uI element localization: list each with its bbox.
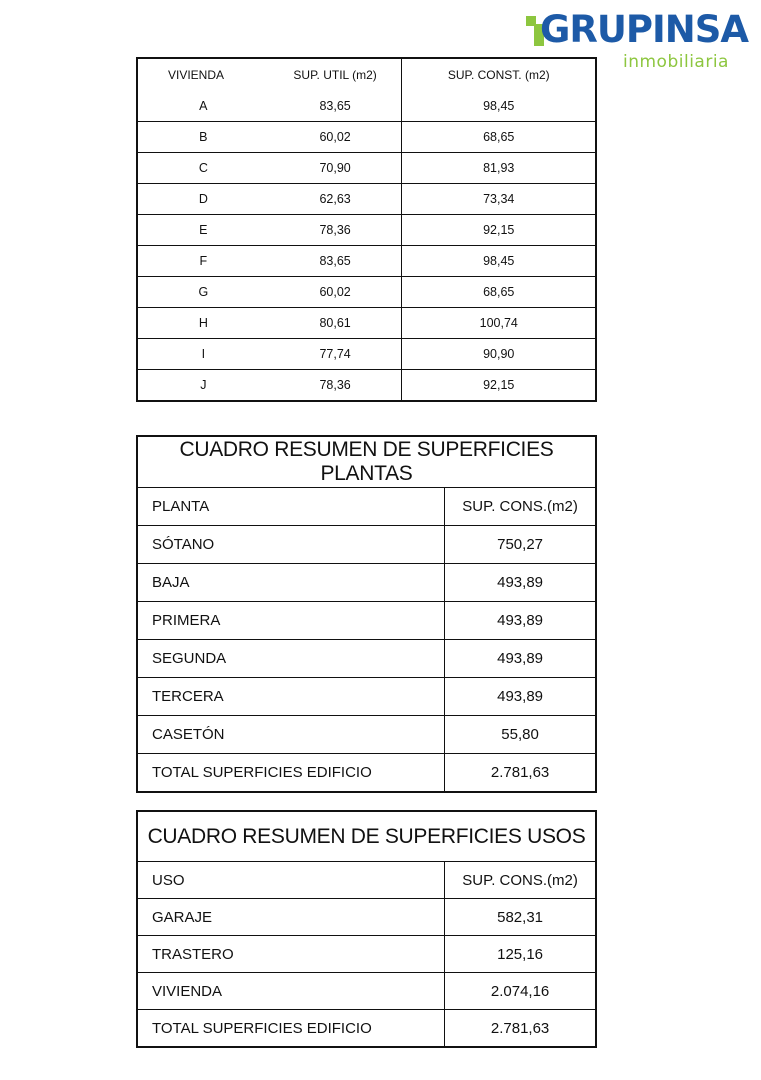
sup-const-value: 68,65 [402, 277, 596, 308]
column-header-sup-cons: SUP. CONS.(m2) [445, 488, 596, 526]
planta-name: BAJA [137, 564, 445, 602]
planta-name: PRIMERA [137, 602, 445, 640]
table-header-row [137, 862, 596, 899]
sup-cons-value: 493,89 [445, 678, 596, 716]
planta-name: TERCERA [137, 678, 445, 716]
uso-name: VIVIENDA [137, 973, 445, 1010]
sup-util-value: 60,02 [269, 277, 402, 308]
sup-util-value: 77,74 [269, 339, 402, 370]
uso-name: GARAJE [137, 899, 445, 936]
table-title-row [137, 436, 596, 488]
uso-name: TRASTERO [137, 936, 445, 973]
vivienda-letter: C [137, 153, 269, 184]
column-header-uso: USO [137, 862, 445, 899]
vivienda-surface-table [136, 57, 597, 402]
table-row [137, 370, 596, 402]
sup-util-value: 70,90 [269, 153, 402, 184]
table-row [137, 564, 596, 602]
column-header-sup-util: SUP. UTIL (m2) [269, 58, 402, 91]
sup-util-value: 62,63 [269, 184, 402, 215]
column-header-vivienda: VIVIENDA [168, 68, 225, 82]
sup-util-value: 60,02 [269, 122, 402, 153]
sup-const-value: 92,15 [402, 215, 596, 246]
sup-const-value: 98,45 [402, 91, 596, 122]
table-header-row [137, 58, 596, 91]
sup-cons-value: 493,89 [445, 564, 596, 602]
sup-cons-value: 493,89 [445, 602, 596, 640]
vivienda-letter: G [137, 277, 269, 308]
sup-const-value: 81,93 [402, 153, 596, 184]
column-header-planta: PLANTA [137, 488, 445, 526]
table-row [137, 602, 596, 640]
table-row [137, 308, 596, 339]
vivienda-letter: B [137, 122, 269, 153]
table-row [137, 716, 596, 754]
sup-const-value: 90,90 [402, 339, 596, 370]
vivienda-letter: H [137, 308, 269, 339]
plantas-summary-table [136, 435, 597, 793]
table-row [137, 91, 596, 122]
total-label: TOTAL SUPERFICIES EDIFICIO [137, 1010, 445, 1048]
total-value: 2.781,63 [445, 1010, 596, 1048]
table-row [137, 184, 596, 215]
sup-const-value: 73,34 [402, 184, 596, 215]
sup-util-value: 83,65 [269, 246, 402, 277]
sup-cons-value: 125,16 [445, 936, 596, 973]
vivienda-letter: E [137, 215, 269, 246]
sup-cons-value: 750,27 [445, 526, 596, 564]
planta-name: CASETÓN [137, 716, 445, 754]
table-row [137, 246, 596, 277]
sup-const-value: 98,45 [402, 246, 596, 277]
table-total-row [137, 754, 596, 793]
vivienda-letter: I [137, 339, 269, 370]
sup-cons-value: 582,31 [445, 899, 596, 936]
table-row [137, 936, 596, 973]
table-row [137, 339, 596, 370]
table-total-row [137, 1010, 596, 1048]
table-row [137, 526, 596, 564]
logo-sub-text: inmobiliaria [623, 52, 729, 72]
vivienda-letter: D [137, 184, 269, 215]
table-row [137, 640, 596, 678]
sup-const-value: 92,15 [483, 378, 515, 392]
vivienda-letter: J [200, 378, 207, 392]
table-row [137, 122, 596, 153]
table-row [137, 277, 596, 308]
sup-util-value: 80,61 [269, 308, 402, 339]
sup-util-value: 78,36 [269, 370, 402, 402]
table-row [137, 153, 596, 184]
table-title: CUADRO RESUMEN DE SUPERFICIES PLANTAS [137, 436, 596, 488]
planta-name: SÓTANO [137, 526, 445, 564]
sup-util-value: 83,65 [269, 91, 402, 122]
table-row [137, 899, 596, 936]
sup-const-value: 100,74 [402, 308, 596, 339]
logo-brand-text: GRUPINSA [540, 8, 749, 51]
column-header-sup-cons: SUP. CONS.(m2) [445, 862, 596, 899]
table-row [137, 973, 596, 1010]
sup-cons-value: 55,80 [445, 716, 596, 754]
usos-summary-table [136, 810, 597, 1048]
vivienda-letter: F [137, 246, 269, 277]
column-header-sup-const: SUP. CONST. (m2) [447, 68, 550, 82]
table-title: CUADRO RESUMEN DE SUPERFICIES USOS [137, 811, 596, 862]
table-title-row [137, 811, 596, 862]
total-value: 2.781,63 [445, 754, 596, 793]
planta-name: SEGUNDA [137, 640, 445, 678]
sup-cons-value: 493,89 [445, 640, 596, 678]
sup-const-value: 68,65 [402, 122, 596, 153]
table-header-row [137, 488, 596, 526]
table-row [137, 215, 596, 246]
vivienda-letter: A [137, 91, 269, 122]
sup-cons-value: 2.074,16 [445, 973, 596, 1010]
table-row [137, 678, 596, 716]
sup-util-value: 78,36 [269, 215, 402, 246]
total-label: TOTAL SUPERFICIES EDIFICIO [137, 754, 445, 793]
